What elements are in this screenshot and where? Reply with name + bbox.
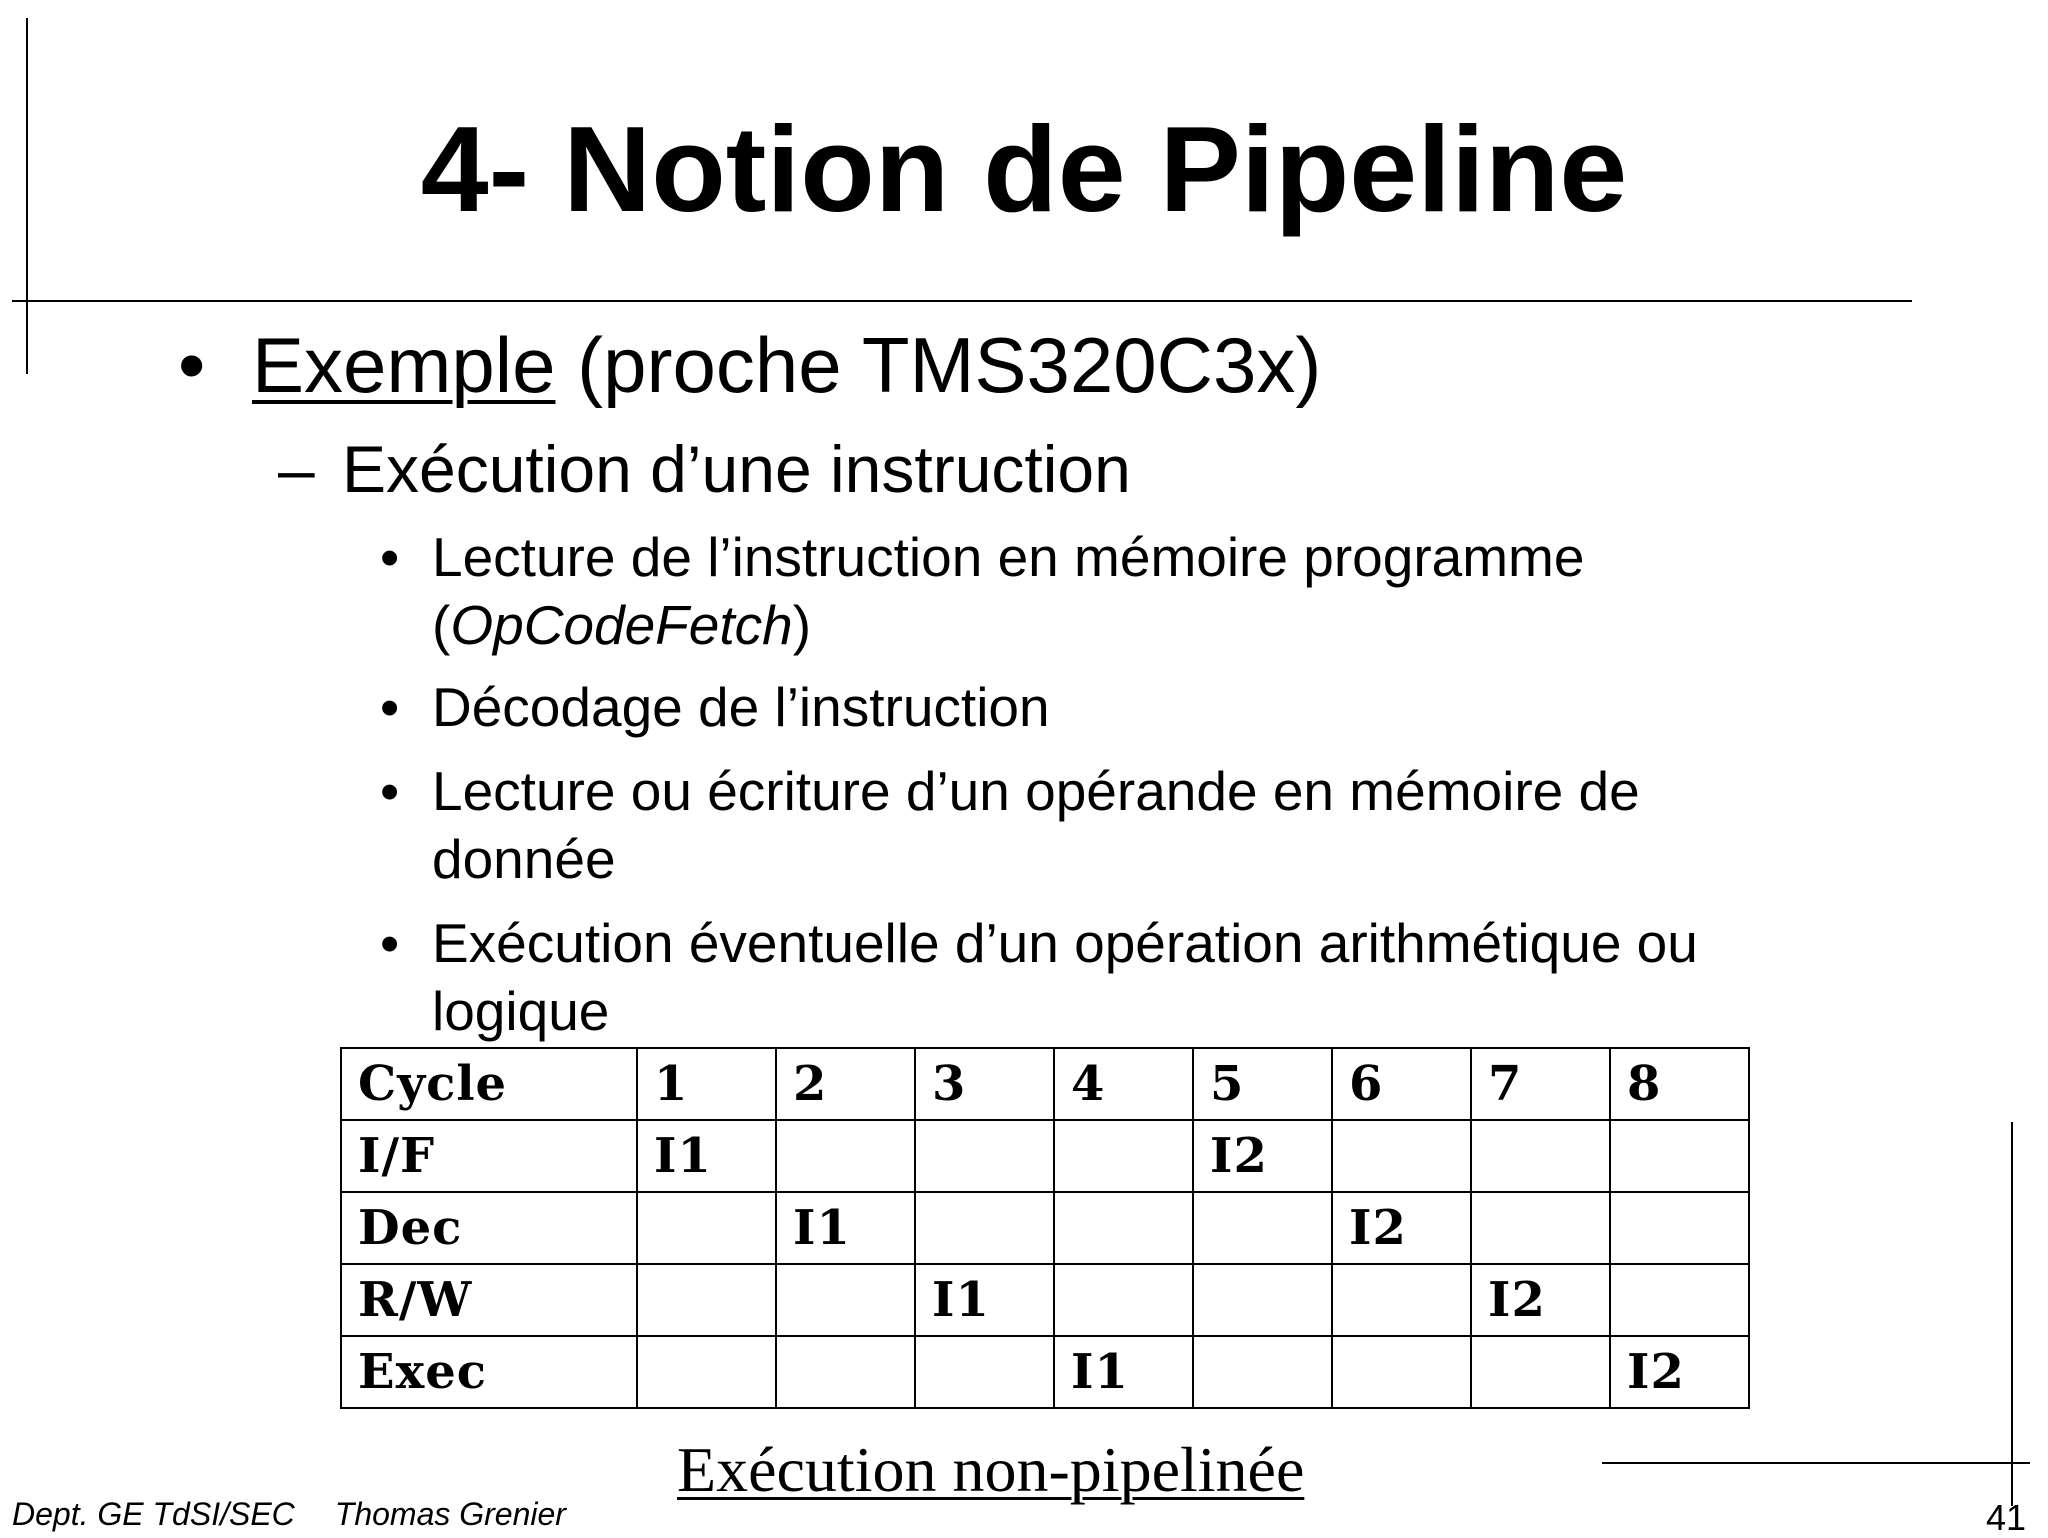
table-cell: I2 [1332,1192,1471,1264]
table-cell [776,1264,915,1336]
item1-paren-close: ) [792,594,812,656]
example-label: Exemple [252,321,556,409]
table-cell: I1 [1054,1336,1193,1408]
header-cycle-4: 4 [1054,1048,1193,1120]
item1-opcodefetch: OpCodeFetch [450,594,793,656]
sub-bullet-execution: Exécution d’une instruction [342,432,1131,506]
item3-line2: donnée [432,828,616,890]
table-cell [1610,1264,1749,1336]
item2-bullet: • [380,676,400,738]
item4-line2: logique [432,980,610,1042]
header-cycle-6: 6 [1332,1048,1471,1120]
bullet-marker: • [178,321,206,409]
table-cell [637,1264,776,1336]
header-cycle: Cycle [341,1048,637,1120]
right-vertical-rule [2011,1122,2013,1506]
table-cell [1054,1192,1193,1264]
table-cell [1610,1120,1749,1192]
table-cell: I1 [776,1192,915,1264]
row-label-if: I/F [341,1120,637,1192]
item1-line2 [432,594,812,656]
table-cell [915,1120,1054,1192]
page-number: 41 [1985,1497,2026,1538]
table-cell [1471,1336,1610,1408]
table-cell [1332,1120,1471,1192]
header-cycle-2: 2 [776,1048,915,1120]
table-cell [915,1336,1054,1408]
header-cycle-8: 8 [1610,1048,1749,1120]
dash-marker: – [278,432,315,506]
table-cell [915,1192,1054,1264]
item4-bullet: • [380,912,400,974]
pipeline-table [340,1047,1750,1409]
row-label-exec: Exec [341,1336,637,1408]
item2-line: Décodage de l’instruction [432,676,1050,738]
bottom-right-rule [1602,1462,2030,1464]
table-cell [637,1192,776,1264]
table-cell: I2 [1610,1336,1749,1408]
item1-bullet: • [380,526,400,588]
header-cycle-5: 5 [1193,1048,1332,1120]
table-cell: I1 [915,1264,1054,1336]
footer-dept: Dept. GE TdSI/SEC [12,1496,295,1532]
table-cell [1193,1264,1332,1336]
item1-line1: Lecture de l’instruction en mémoire programme [432,526,1585,588]
example-rest: (proche TMS320C3x) [555,321,1322,409]
table-row [341,1192,1749,1264]
table-cell [1610,1192,1749,1264]
table-caption: Exécution non-pipelinée [677,1434,1305,1505]
table-cell: I2 [1193,1120,1332,1192]
header-cycle-7: 7 [1471,1048,1610,1120]
table-cell [1471,1192,1610,1264]
table-cell [776,1120,915,1192]
table-row [341,1264,1749,1336]
table-cell: I2 [1471,1264,1610,1336]
table-header-row [341,1048,1749,1120]
item3-line1: Lecture ou écriture d’un opérande en mémoire de [432,760,1640,822]
table-row [341,1120,1749,1192]
row-label-dec: Dec [341,1192,637,1264]
header-cycle-3: 3 [915,1048,1054,1120]
row-label-rw: R/W [341,1264,637,1336]
item4-line1: Exécution éventuelle d’un opération arithmétique ou [432,912,1698,974]
table-cell [1332,1264,1471,1336]
table-row [341,1336,1749,1408]
footer [12,1498,566,1530]
footer-author: Thomas Grenier [334,1496,566,1532]
item1-paren-open: ( [432,594,451,656]
table-cell [1054,1120,1193,1192]
table-cell [776,1336,915,1408]
table-cell [1193,1336,1332,1408]
table-cell [637,1336,776,1408]
header-cycle-1: 1 [637,1048,776,1120]
bullet-example [252,321,1322,409]
table-cell: I1 [637,1120,776,1192]
item3-bullet: • [380,760,400,822]
slide-title: 4- Notion de Pipeline [420,101,1628,237]
table-cell [1193,1192,1332,1264]
table-cell [1471,1120,1610,1192]
title-divider-rule [12,300,1912,302]
table-cell [1054,1264,1193,1336]
table-cell [1332,1336,1471,1408]
